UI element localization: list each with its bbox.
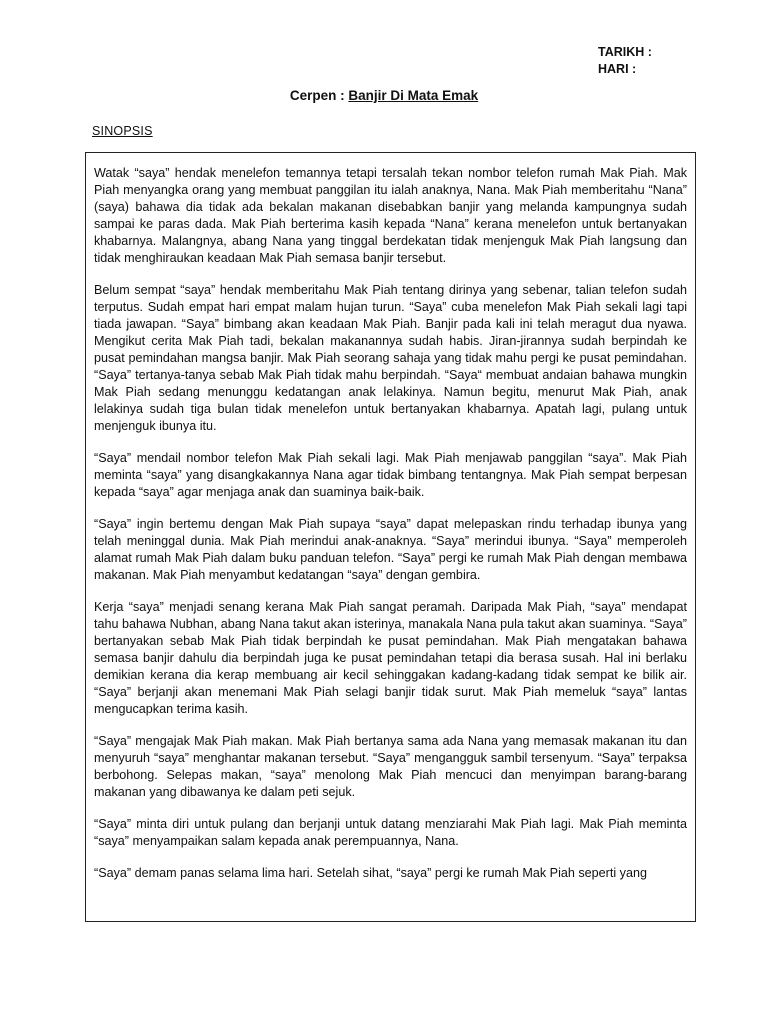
synopsis-paragraph-8: “Saya” demam panas selama lima hari. Setelah sihat, “saya” pergi ke rumah Mak Piah seperti yang [94,866,647,880]
synopsis-paragraph-7: “Saya” minta diri untuk pulang dan berjanji untuk datang menziarahi Mak Piah lagi. Mak Piah meminta “saya” menyampaikan salam kepada anak perempuannya, Nana. [94,817,687,848]
date-label: TARIKH : [598,45,652,59]
day-label: HARI : [598,62,637,76]
synopsis-paragraph-5: Kerja “saya” menjadi senang kerana Mak Piah sangat peramah. Daripada Mak Piah, “saya” mendapat tahu bahawa Nubhan, abang Nana takut akan isterinya, manakala Nana pula takut akan suaminya. “Saya” bertanyakan sebab Mak Piah tidak berpindah ke pusat pemindahan. Mak Piah mengatakan bahawa semasa banjir dahulu dia berpindah juga ke pusat pemindahan tetapi dia berasa susah. Hal ini berlaku demikian kerana dia kerap membuang air kecil sehinggakan kadang-kadang tidak sempat ke bilik air. “Saya” berjanji akan menemani Mak Piah selagi banjir tidak surut. Mak Piah memeluk “saya” lantas mengucapkan terima kasih. [94,600,687,716]
synopsis-paragraph-4: “Saya” ingin bertemu dengan Mak Piah supaya “saya” dapat melepaskan rindu terhadap ibunya yang telah meninggal dunia. Mak Piah merindui anak-anaknya. “Saya” merindui ibunya. “Saya” memperoleh alamat rumah Mak Piah dalam buku panduan telefon. “Saya” pergi ke rumah Mak Piah dengan membawa makanan. Mak Piah menyambut kedatangan “saya” dengan gembira. [94,517,687,582]
document-meta [598,44,652,78]
synopsis-paragraph-3: “Saya” mendail nombor telefon Mak Piah sekali lagi. Mak Piah menjawab panggilan “saya”. Mak Piah meminta “saya” yang disangkakannya Nana agar tidak bimbang tentangnya. Mak Piah sempat berpesan kepada “saya” agar menjaga anak dan suaminya baik-baik. [94,451,687,499]
synopsis-paragraph-2: Belum sempat “saya” hendak memberitahu Mak Piah tentang dirinya yang sebenar, talian telefon sudah terputus. Sudah empat hari empat malam hujan turun. “Saya” cuba menelefon Mak Piah sekali lagi tapi tiada jawapan. “Saya” bimbang akan keadaan Mak Piah. Banjir pada kali ini telah meragut dua nyawa. Mengikut cerita Mak Piah tadi, bekalan makanannya sudah habis. Jiran-jirannya sudah berpindah ke pusat pemindahan mangsa banjir. Mak Piah seorang sahaja yang tidak mahu pergi ke pusat pemindahan. “Saya” tertanya-tanya sebab Mak Piah tidak mahu berpindah. “Saya“ membuat andaian bahawa mungkin Mak Piah sedang menunggu kedatangan anak lelakinya. Namun begitu, menurut Mak Piah, anak lelakinya sudah tiga bulan tidak menelefon untuk bertanyakan khabarnya. Apatah lagi, pulang untuk menjenguk ibunya itu. [94,283,687,433]
synopsis-box [85,152,696,922]
title-prefix: Cerpen : [289,88,349,103]
section-heading: SINOPSIS [92,124,153,138]
synopsis-paragraph-1: Watak “saya” hendak menelefon temannya tetapi tersalah tekan nombor telefon rumah Mak Piah. Mak Piah menyangka orang yang membuat panggilan itu ialah anaknya, Nana. Mak Piah memberitahu “Nana” (saya) bahawa dia tidak ada bekalan makanan disebabkan banjir yang melanda kampungnya sudah sampai ke paras dada. Mak Piah berterima kasih kepada “Nana” kerana menelefon untuk bertanyakan khabarnya. Malangnya, abang Nana yang tinggal berdekatan tidak menjenguk Mak Piah langsung dan tidak menghiraukan keadaan Mak Piah semasa banjir tersebut. [94,166,687,265]
synopsis-paragraph-6: “Saya” mengajak Mak Piah makan. Mak Piah bertanya sama ada Nana yang memasak makanan itu dan menyuruh “saya” menghantar makanan tersebut. “Saya” mengangguk sambil tersenyum. “Saya” terpaksa berbohong. Selepas makan, “saya” menolong Mak Piah mencuci dan menyimpan barang-barang makanan yang dibawanya ke dalam peti sejuk. [94,734,687,799]
story-title: Banjir Di Mata Emak [348,88,479,103]
page-title [0,88,768,103]
